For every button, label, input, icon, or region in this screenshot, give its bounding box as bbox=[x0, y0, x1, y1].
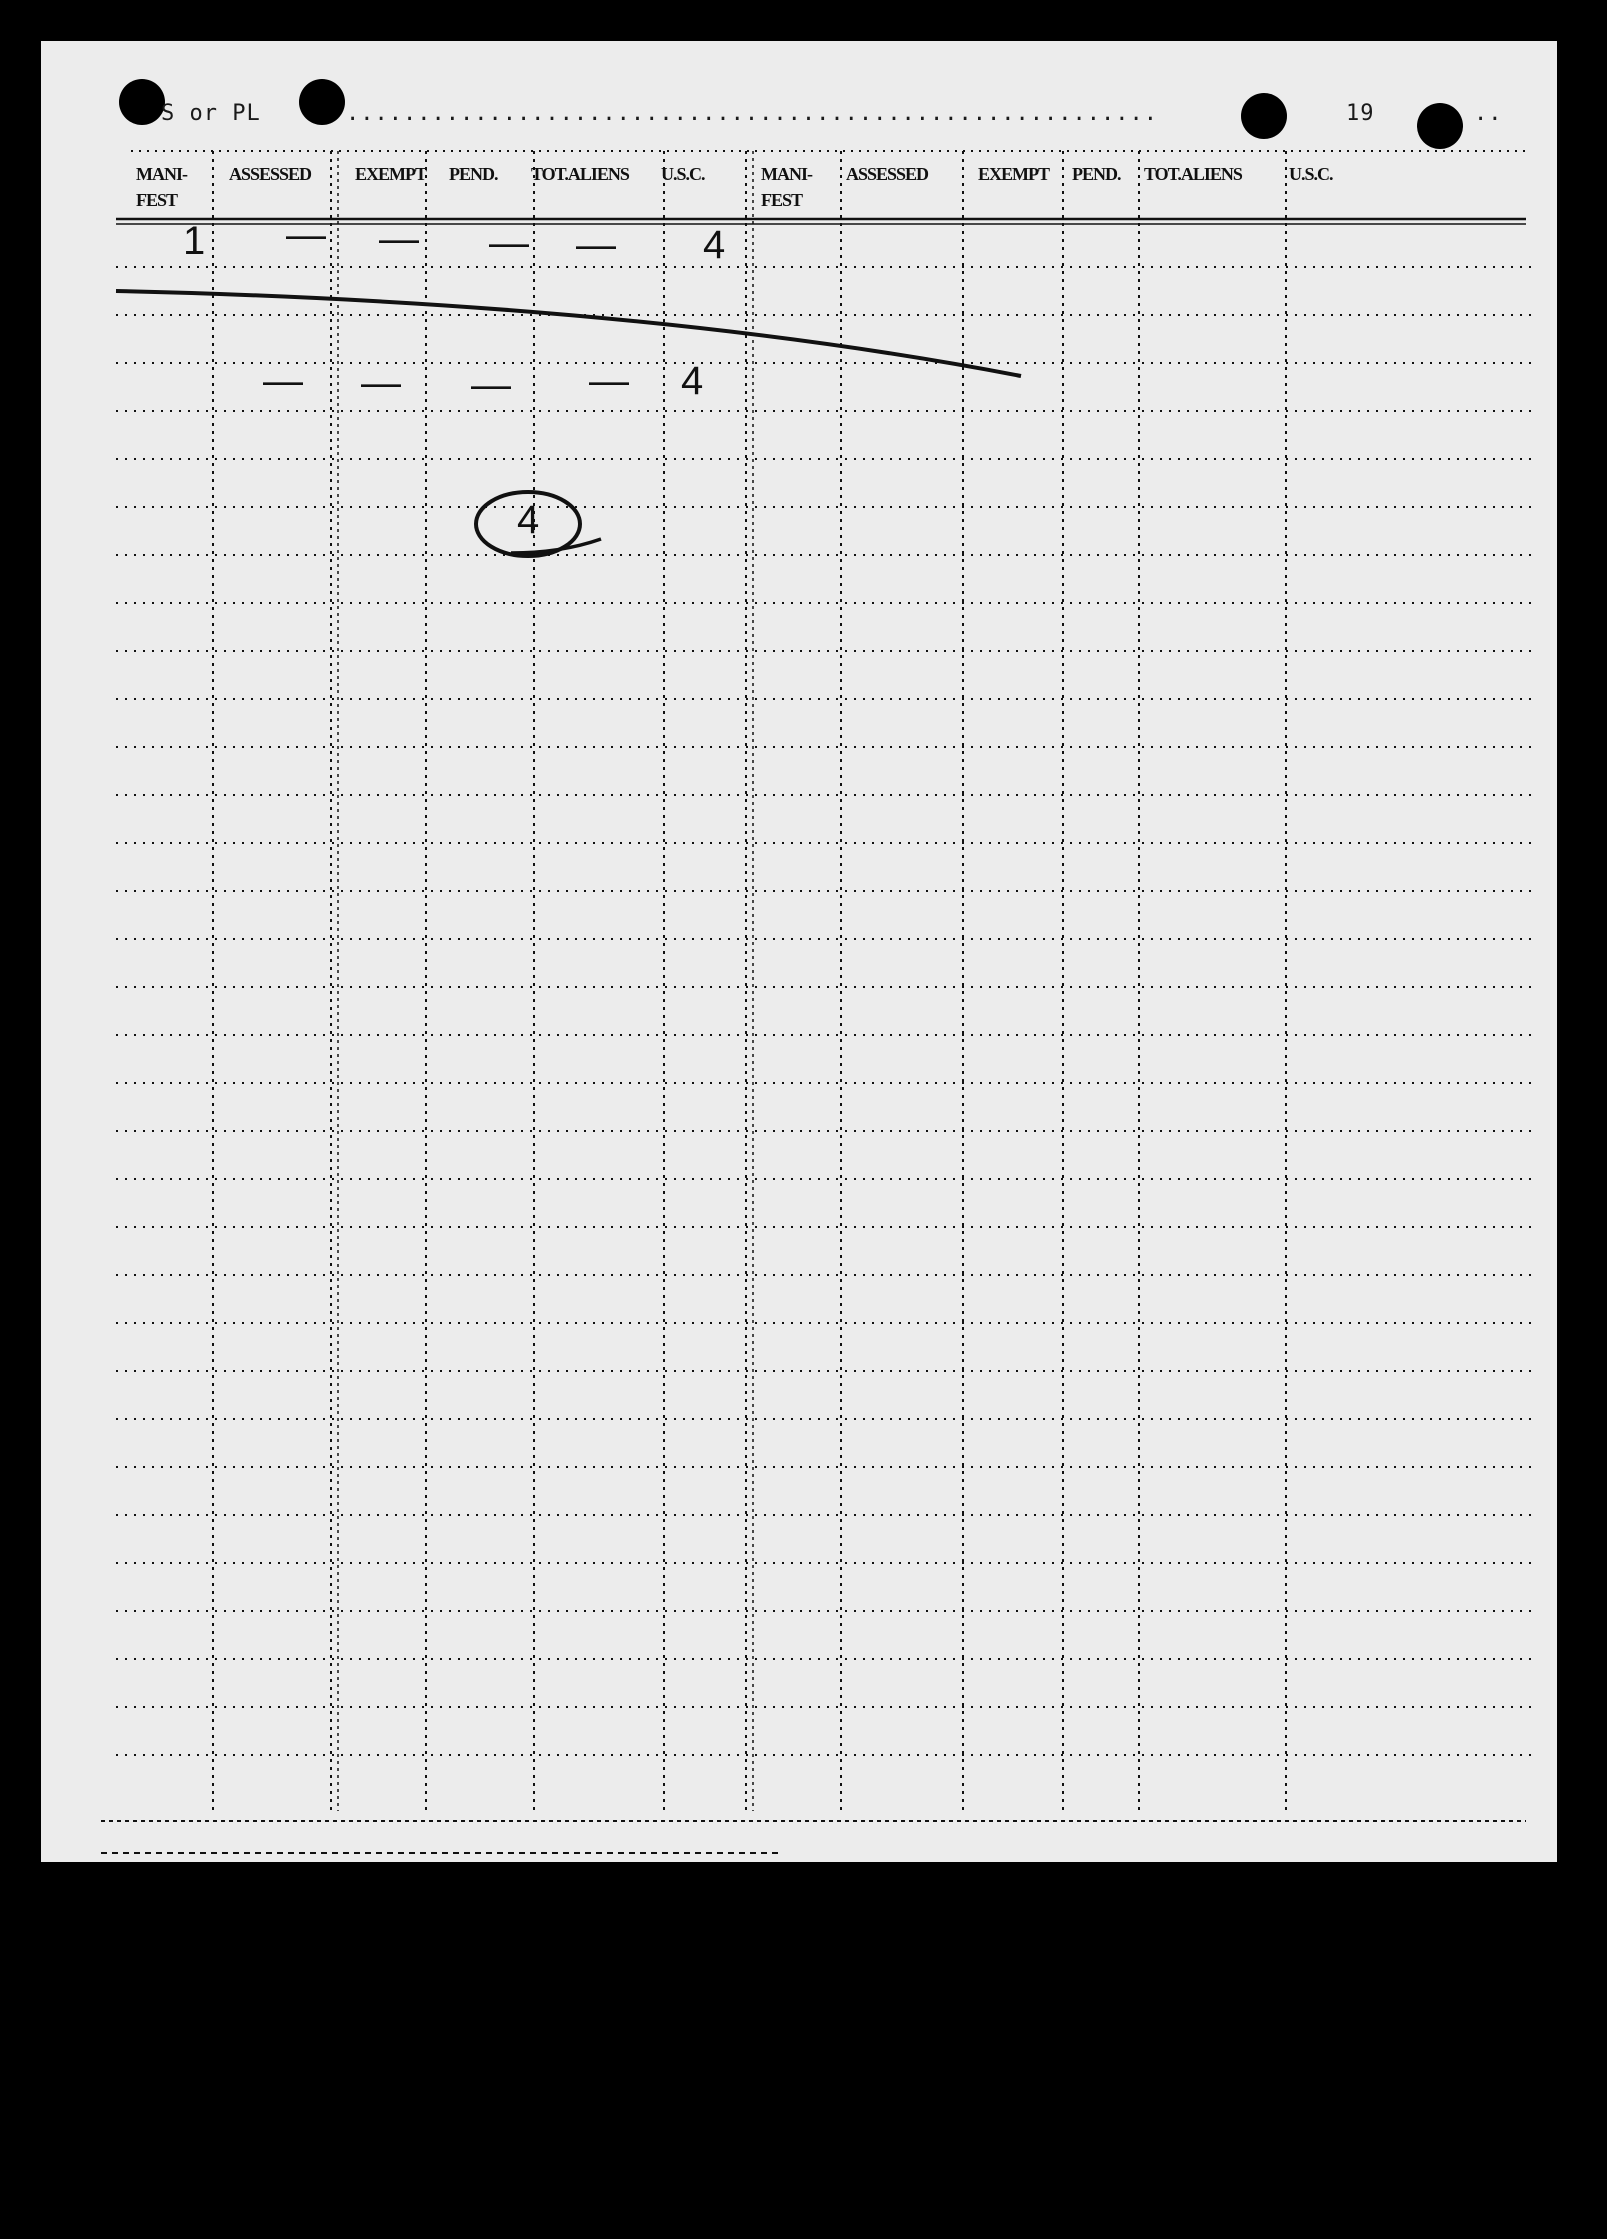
port-fill-dots: ......................................................... bbox=[346, 101, 1158, 126]
column-header-assessed: ASSESSED bbox=[229, 164, 312, 184]
column-header-pend-2: PEND. bbox=[1072, 164, 1121, 184]
row2-exempt-value: — bbox=[361, 361, 401, 405]
column-header-manifest-2: MANI- FEST bbox=[761, 164, 812, 210]
year-fill-dots: .. bbox=[1474, 101, 1503, 126]
row1-usc-value: 4 bbox=[703, 223, 726, 267]
row1-manifest-value: 1 bbox=[183, 219, 206, 263]
column-header-pend: PEND. bbox=[449, 164, 498, 184]
column-header-usc: U.S.C. bbox=[661, 164, 705, 184]
punch-hole-4 bbox=[1417, 103, 1463, 149]
row2-usc-value: 4 bbox=[681, 359, 704, 403]
punch-hole-3 bbox=[1241, 93, 1287, 139]
ruled-grid bbox=[41, 41, 1557, 1862]
row2-tot-aliens-value: — bbox=[589, 359, 629, 403]
column-header-tot-aliens: TOT.ALIENS bbox=[531, 164, 629, 184]
column-header-exempt-2: EXEMPT bbox=[978, 164, 1050, 184]
circled-total-value: 4 bbox=[517, 498, 540, 542]
column-header-manifest: MANI- FEST bbox=[136, 164, 187, 210]
row2-assessed-value: — bbox=[263, 359, 303, 403]
row1-exempt-value: — bbox=[379, 217, 419, 261]
year-label: 19 bbox=[1346, 101, 1375, 126]
column-header-assessed-2: ASSESSED bbox=[846, 164, 929, 184]
punch-hole-2 bbox=[299, 79, 345, 125]
row1-pend-value: — bbox=[489, 221, 529, 265]
manifest-tally-sheet bbox=[41, 41, 1557, 1862]
port-label: S or PL bbox=[161, 101, 261, 126]
column-header-tot-aliens-2: TOT.ALIENS bbox=[1144, 164, 1242, 184]
punch-hole-1 bbox=[119, 79, 165, 125]
row2-pend-value: — bbox=[471, 363, 511, 407]
row1-assessed-value: — bbox=[286, 213, 326, 257]
column-header-usc-2: U.S.C. bbox=[1289, 164, 1333, 184]
column-header-exempt: EXEMPT bbox=[355, 164, 427, 184]
row1-tot-aliens-value: — bbox=[576, 223, 616, 267]
